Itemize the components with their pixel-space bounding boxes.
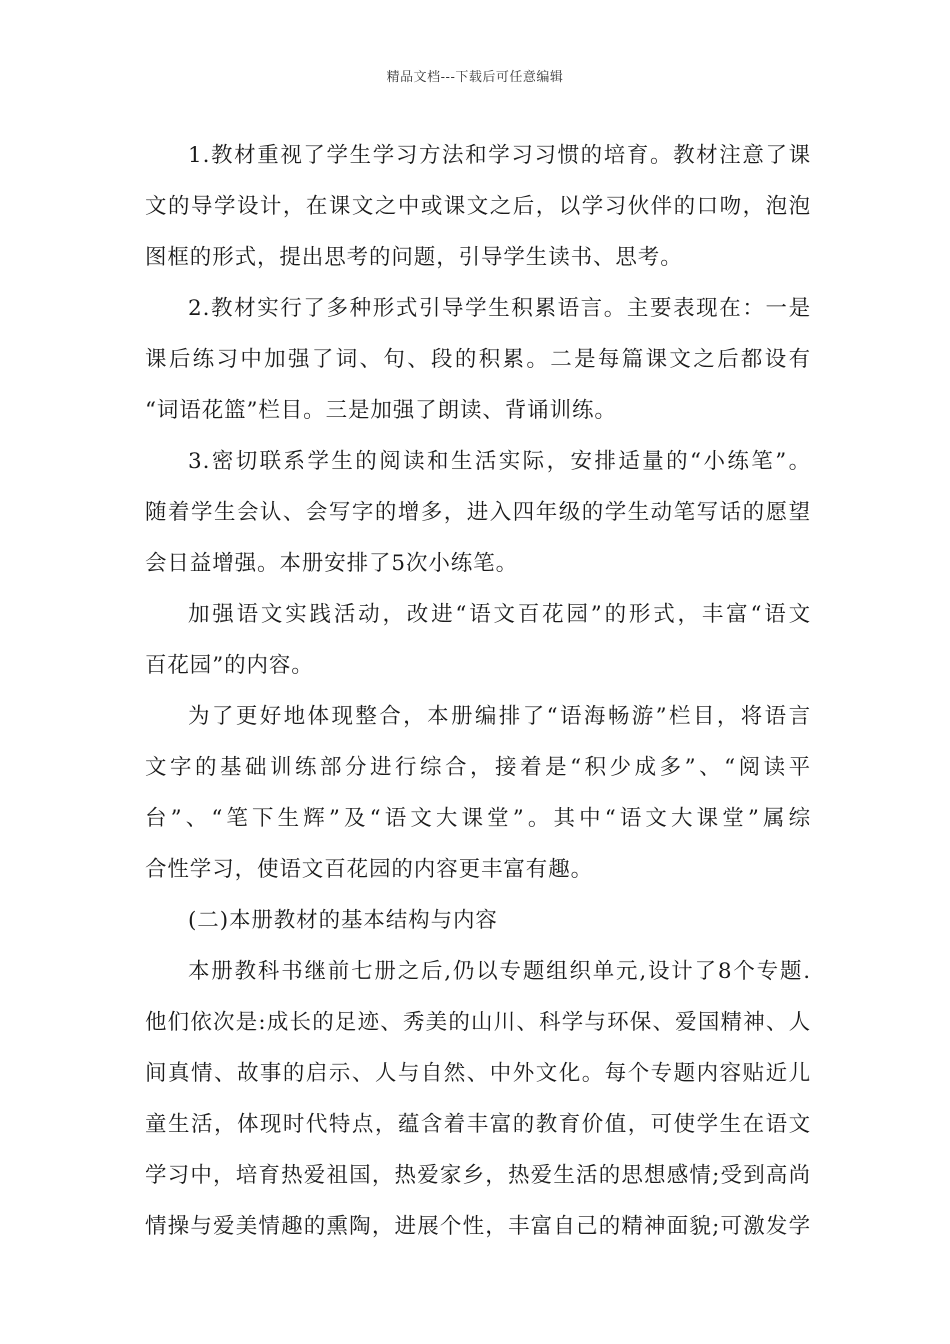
- text-line: 文的导学设计，在课文之中或课文之后，以学习伙伴的口吻，泡泡: [145, 194, 811, 219]
- text-line: 间真情、故事的启示、人与自然、中外文化。每个专题内容贴近儿: [145, 1061, 811, 1086]
- text-line: 他们依次是:成长的足迹、秀美的山川、科学与环保、爱国精神、人: [145, 1010, 811, 1035]
- page-header: 精品文档---下载后可任意编辑: [386, 70, 564, 85]
- text-line: 课后练习中加强了词、句、段的积累。二是每篇课文之后都设有: [145, 347, 811, 372]
- text-line: 图框的形式，提出思考的问题，引导学生读书、思考。: [145, 245, 683, 270]
- document-body: [145, 130, 811, 1252]
- text-line: 为了更好地体现整合，本册编排了“语海畅游”栏目，将语言: [188, 704, 811, 729]
- text-line: 随着学生会认、会写字的增多，进入四年级的学生动笔写话的愿望: [145, 500, 811, 525]
- text-line: 本册教科书继前七册之后,仍以专题组织单元,设计了8个专题.: [188, 959, 811, 984]
- text-line: 台”、“笔下生辉”及“语文大课堂”。其中“语文大课堂”属综: [145, 806, 811, 831]
- text-line: “词语花篮”栏目。三是加强了朗读、背诵训练。: [145, 398, 617, 423]
- text-line: 童生活，体现时代特点，蕴含着丰富的教育价值，可使学生在语文: [145, 1112, 811, 1137]
- text-line: 2.教材实行了多种形式引导学生积累语言。主要表现在：一是: [188, 296, 811, 321]
- text-line: 合性学习，使语文百花园的内容更丰富有趣。: [145, 857, 594, 882]
- text-line: 百花园”的内容。: [145, 653, 314, 678]
- text-line: 情操与爱美情趣的熏陶，进展个性，丰富自己的精神面貌;可激发学: [145, 1214, 811, 1239]
- text-line: 加强语文实践活动，改进“语文百花园”的形式，丰富“语文: [188, 602, 811, 627]
- text-line: 1.教材重视了学生学习方法和学习习惯的培育。教材注意了课: [188, 143, 811, 168]
- text-line: 3.密切联系学生的阅读和生活实际，安排适量的“小练笔”。: [188, 449, 811, 474]
- text-line: 文字的基础训练部分进行综合，接着是“积少成多”、“阅读平: [145, 755, 811, 780]
- section-heading: (二)本册教材的基本结构与内容: [188, 908, 498, 933]
- text-line: 会日益增强。本册安排了5次小练笔。: [145, 551, 518, 576]
- text-line: 学习中，培育热爱祖国，热爱家乡，热爱生活的思想感情;受到高尚: [145, 1163, 811, 1188]
